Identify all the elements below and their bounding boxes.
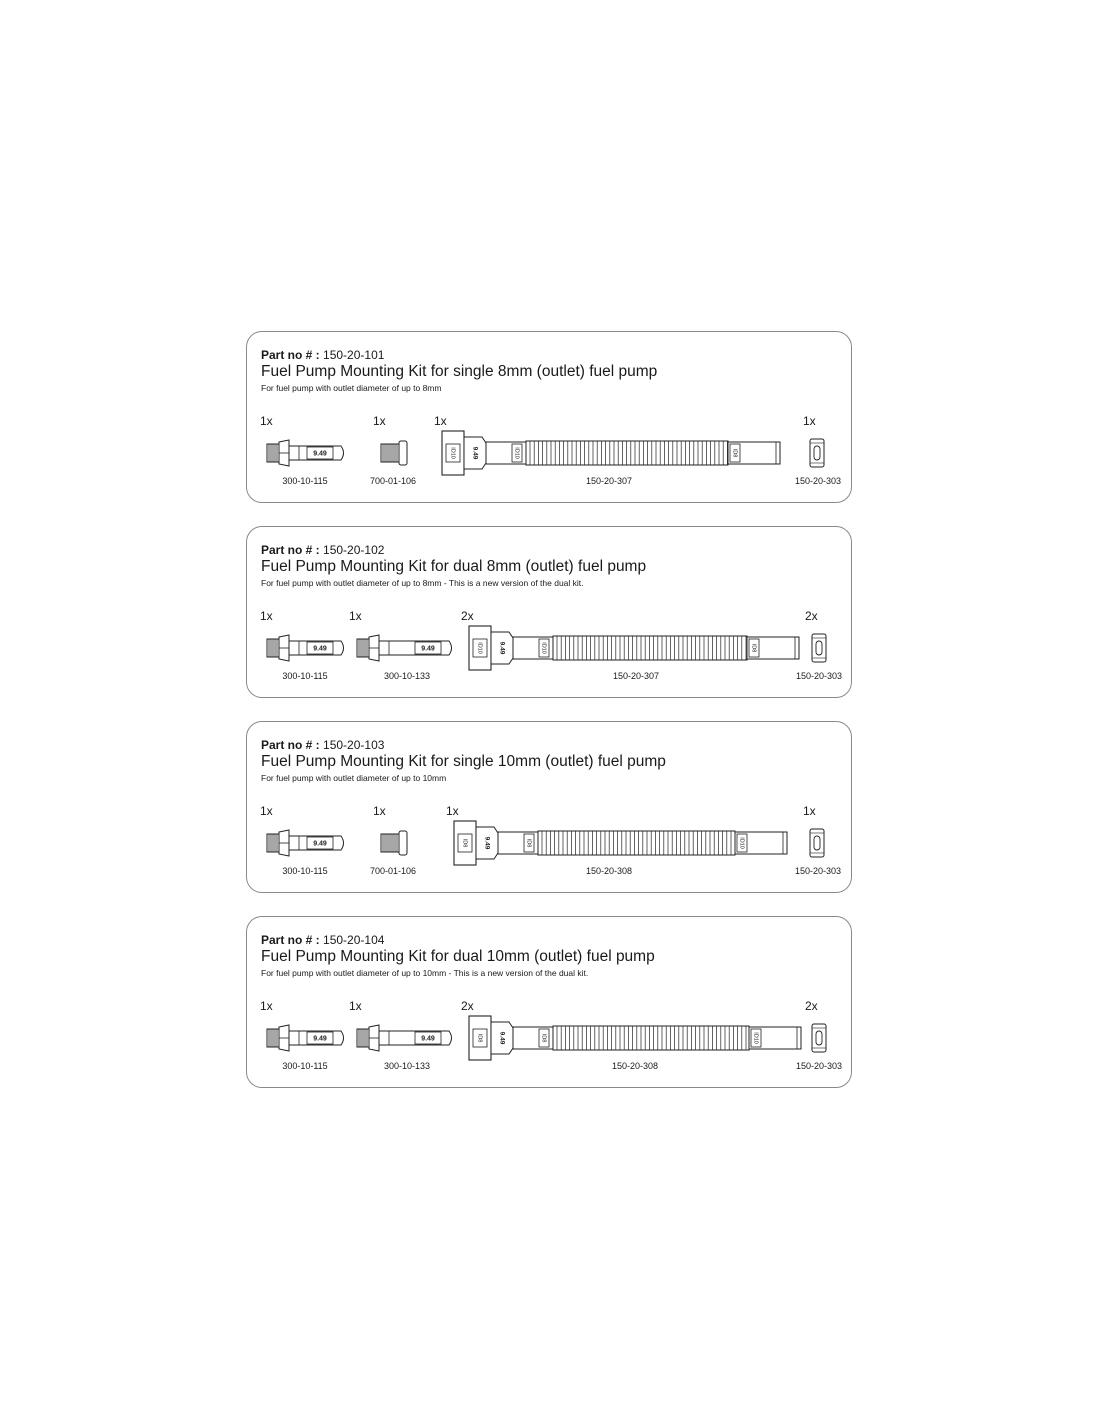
quantity-label: 2x xyxy=(805,609,818,623)
kit-title: Fuel Pump Mounting Kit for single 8mm (outlet) fuel pump xyxy=(261,363,658,380)
quantity-label: 1x xyxy=(349,999,362,1013)
plug-head xyxy=(399,831,407,855)
kit-subtitle: For fuel pump with outlet diameter of up to 8mm xyxy=(261,383,442,393)
part-marking-text: ID8 xyxy=(731,448,738,458)
component-part-number: 300-10-133 xyxy=(383,671,431,681)
kit-card-150-20-101 xyxy=(246,331,852,503)
part-number-label: Part no # : xyxy=(261,738,320,752)
parts-illustration xyxy=(247,917,853,1089)
component-part-number: 300-10-133 xyxy=(383,1061,431,1071)
part-marking-text: 9.49 xyxy=(483,836,491,850)
kit-card-150-20-102 xyxy=(246,526,852,698)
thread-body xyxy=(381,834,399,852)
part-marking-text: ID8 xyxy=(540,1033,547,1043)
component-part-number: 150-20-308 xyxy=(585,866,633,876)
kit-card-150-20-103 xyxy=(246,721,852,893)
quantity-label: 1x xyxy=(373,804,386,818)
part-marking-text: 9.49 xyxy=(471,446,479,460)
clip-drawing xyxy=(810,439,824,467)
part-number-label: Part no # : xyxy=(261,348,320,362)
hose-drawing xyxy=(442,431,780,475)
clip-slot xyxy=(814,446,820,460)
quantity-label: 1x xyxy=(260,999,273,1013)
part-marking-text: ID10 xyxy=(752,1032,759,1044)
plug-drawing xyxy=(381,441,407,465)
part-marking-text: ID8 xyxy=(461,838,468,848)
quantity-label: 1x xyxy=(373,414,386,428)
component-part-number: 150-20-303 xyxy=(794,476,842,486)
fitting-drawing xyxy=(357,635,452,661)
part-number-value: 150-20-103 xyxy=(323,738,385,752)
component-part-number: 150-20-307 xyxy=(612,671,660,681)
fitting-drawing xyxy=(357,1025,452,1051)
fitting-drawing xyxy=(267,1025,344,1051)
clip-slot xyxy=(816,641,822,655)
component-part-number: 300-10-115 xyxy=(282,1061,328,1071)
clip-drawing xyxy=(812,634,826,662)
hose-drawing xyxy=(469,1016,801,1060)
part-number-value: 150-20-104 xyxy=(323,933,385,947)
part-marking-text: 9.49 xyxy=(313,1035,327,1043)
parts-illustration xyxy=(247,527,853,699)
component-part-number: 300-10-115 xyxy=(282,476,328,486)
hose-drawing xyxy=(469,626,799,670)
part-number-label: Part no # : xyxy=(261,543,320,557)
quantity-label: 1x xyxy=(260,414,273,428)
component-part-number: 300-10-115 xyxy=(282,866,328,876)
part-marking-text: 9.49 xyxy=(498,641,506,655)
part-marking-text: 9.49 xyxy=(421,1035,435,1043)
part-marking-text: ID10 xyxy=(449,447,456,459)
part-marking-text: ID10 xyxy=(513,447,520,459)
part-marking-text: 9.49 xyxy=(421,645,435,653)
part-marking-text: ID8 xyxy=(750,643,757,653)
fitting-drawing xyxy=(267,635,344,661)
quantity-label: 2x xyxy=(461,999,474,1013)
parts-illustration xyxy=(247,722,853,894)
fitting-drawing xyxy=(267,830,344,856)
kit-title: Fuel Pump Mounting Kit for single 10mm (outlet) fuel pump xyxy=(261,753,666,770)
part-marking-text: 9.49 xyxy=(313,450,327,458)
component-part-number: 150-20-303 xyxy=(794,866,842,876)
thread-body xyxy=(381,444,399,462)
clip-drawing xyxy=(810,829,824,857)
part-marking-text: ID10 xyxy=(540,642,547,654)
plug-drawing xyxy=(381,831,407,855)
part-marking-text: 9.49 xyxy=(313,645,327,653)
part-marking-text: ID8 xyxy=(476,1033,483,1043)
part-number-value: 150-20-101 xyxy=(323,348,385,362)
part-marking-text: ID10 xyxy=(476,642,483,654)
hose-drawing xyxy=(454,821,787,865)
kit-subtitle: For fuel pump with outlet diameter of up to 10mm xyxy=(261,773,447,783)
quantity-label: 1x xyxy=(803,414,816,428)
part-number-label: Part no # : xyxy=(261,933,320,947)
kit-subtitle: For fuel pump with outlet diameter of up to 10mm - This is a new version of the dual kit. xyxy=(261,968,589,978)
part-marking-text: 9.49 xyxy=(313,840,327,848)
quantity-label: 1x xyxy=(260,609,273,623)
component-part-number: 300-10-115 xyxy=(282,671,328,681)
component-part-number: 150-20-303 xyxy=(795,1061,843,1071)
component-part-number: 150-20-303 xyxy=(795,671,843,681)
part-number-value: 150-20-102 xyxy=(323,543,385,557)
fitting-drawing xyxy=(267,440,344,466)
component-part-number: 700-01-106 xyxy=(369,866,417,876)
quantity-label: 2x xyxy=(805,999,818,1013)
part-marking-text: 9.49 xyxy=(498,1031,506,1045)
kit-title: Fuel Pump Mounting Kit for dual 8mm (outlet) fuel pump xyxy=(261,558,647,575)
kit-card-150-20-104 xyxy=(246,916,852,1088)
component-part-number: 150-20-307 xyxy=(585,476,633,486)
clip-slot xyxy=(814,836,820,850)
quantity-label: 1x xyxy=(349,609,362,623)
quantity-label: 1x xyxy=(446,804,459,818)
quantity-label: 1x xyxy=(260,804,273,818)
quantity-label: 2x xyxy=(461,609,474,623)
parts-illustration xyxy=(247,332,853,504)
part-marking-text: ID10 xyxy=(738,837,745,849)
quantity-label: 1x xyxy=(434,414,447,428)
clip-drawing xyxy=(812,1024,826,1052)
part-marking-text: ID8 xyxy=(525,838,532,848)
plug-head xyxy=(399,441,407,465)
kit-subtitle: For fuel pump with outlet diameter of up to 8mm - This is a new version of the dual kit. xyxy=(261,578,584,588)
clip-slot xyxy=(816,1031,822,1045)
component-part-number: 700-01-106 xyxy=(369,476,417,486)
component-part-number: 150-20-308 xyxy=(611,1061,659,1071)
kit-title: Fuel Pump Mounting Kit for dual 10mm (outlet) fuel pump xyxy=(261,948,655,965)
quantity-label: 1x xyxy=(803,804,816,818)
